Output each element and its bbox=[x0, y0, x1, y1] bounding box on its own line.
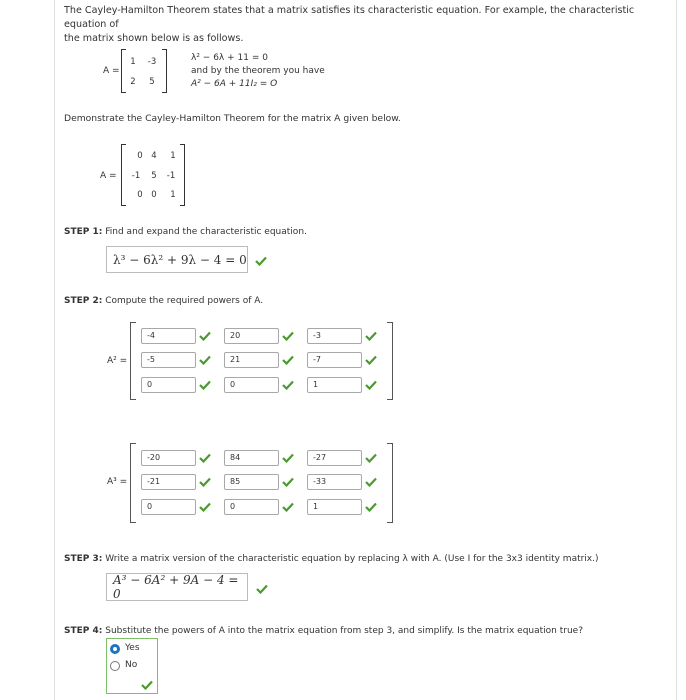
a3-input[interactable]: 85 bbox=[224, 474, 279, 490]
step3-check-icon bbox=[256, 584, 268, 594]
intro-line-2: the matrix shown below is as follows. bbox=[64, 33, 244, 44]
step1-text: Find and expand the characteristic equation. bbox=[105, 227, 307, 237]
check-icon bbox=[199, 331, 211, 341]
a3-input[interactable]: 1 bbox=[307, 499, 362, 515]
check-icon bbox=[365, 477, 377, 487]
right-border bbox=[676, 0, 677, 700]
step2-text: Compute the required powers of A. bbox=[105, 296, 264, 306]
check-icon bbox=[282, 477, 294, 487]
given-cell: 0 bbox=[137, 151, 143, 161]
step4-text: Substitute the powers of A into the matrix equation from step 3, and simplify. Is the matrix equation true? bbox=[105, 626, 583, 636]
check-icon bbox=[365, 331, 377, 341]
check-icon bbox=[199, 502, 211, 512]
example-theorem-text: and by the theorem you have bbox=[191, 66, 325, 76]
check-icon bbox=[199, 355, 211, 365]
prompt-text: Demonstrate the Cayley-Hamilton Theorem for the matrix A given below. bbox=[64, 113, 401, 124]
step3-answer-box[interactable]: A³ − 6A² + 9A − 4 = 0 bbox=[106, 573, 248, 601]
a3-right-bracket bbox=[387, 443, 393, 523]
a2-input[interactable]: 0 bbox=[141, 377, 196, 393]
example-equations bbox=[191, 52, 325, 91]
a2-input[interactable]: 1 bbox=[307, 377, 362, 393]
a3-input[interactable]: 84 bbox=[224, 450, 279, 466]
given-right-bracket bbox=[180, 144, 185, 206]
a2-input[interactable]: 20 bbox=[224, 328, 279, 344]
given-cell: 1 bbox=[170, 151, 176, 161]
example-matrix-eq: A² − 6A + 11I₂ = O bbox=[191, 79, 278, 89]
a3-input[interactable]: -20 bbox=[141, 450, 196, 466]
a3-input[interactable]: -33 bbox=[307, 474, 362, 490]
a2-right-bracket bbox=[387, 322, 393, 400]
example-cell: 5 bbox=[149, 77, 155, 87]
a2-input[interactable]: -3 bbox=[307, 328, 362, 344]
step1-label: STEP 1: bbox=[64, 227, 103, 237]
example-cell: 2 bbox=[130, 77, 136, 87]
a3-input[interactable]: 0 bbox=[224, 499, 279, 515]
given-left-bracket bbox=[121, 144, 126, 206]
step4-label: STEP 4: bbox=[64, 626, 103, 636]
step3-text: Write a matrix version of the characteristic equation by replacing λ with A. (Use I for the 3x3 identity matrix.) bbox=[105, 554, 599, 564]
step3-heading bbox=[64, 554, 599, 564]
given-cell: -1 bbox=[131, 171, 141, 181]
step2-label: STEP 2: bbox=[64, 296, 103, 306]
example-right-bracket bbox=[162, 49, 167, 93]
example-cell: 1 bbox=[130, 57, 136, 67]
step4-heading bbox=[64, 626, 583, 636]
step1-answer-box[interactable]: λ³ − 6λ² + 9λ − 4 = 0 bbox=[106, 246, 248, 273]
step1-heading bbox=[64, 227, 307, 237]
given-cell: 1 bbox=[170, 190, 176, 200]
a2-input[interactable]: -4 bbox=[141, 328, 196, 344]
a2-input[interactable]: 0 bbox=[224, 377, 279, 393]
check-icon bbox=[199, 453, 211, 463]
step2-heading bbox=[64, 296, 263, 306]
radio-no-label: No bbox=[125, 660, 138, 670]
check-icon bbox=[365, 502, 377, 512]
given-matrix-label: A = bbox=[100, 171, 117, 181]
a2-input[interactable]: 21 bbox=[224, 352, 279, 368]
check-icon bbox=[282, 355, 294, 365]
given-cell: 0 bbox=[137, 190, 143, 200]
a3-input[interactable]: -27 bbox=[307, 450, 362, 466]
check-icon bbox=[199, 477, 211, 487]
check-icon bbox=[282, 331, 294, 341]
radio-no[interactable] bbox=[110, 661, 120, 671]
a3-input[interactable]: 0 bbox=[141, 499, 196, 515]
check-icon bbox=[282, 502, 294, 512]
check-icon bbox=[282, 453, 294, 463]
check-icon bbox=[365, 453, 377, 463]
given-cell: 5 bbox=[151, 171, 157, 181]
example-cell: -3 bbox=[147, 57, 157, 67]
a2-label: A² = bbox=[107, 356, 128, 366]
example-char-eq: λ² − 6λ + 11 = 0 bbox=[191, 53, 268, 63]
given-cell: 0 bbox=[151, 190, 157, 200]
a3-label: A³ = bbox=[107, 477, 128, 487]
radio-yes[interactable] bbox=[110, 644, 120, 654]
step4-check-icon bbox=[141, 680, 153, 690]
radio-yes-label: Yes bbox=[125, 643, 140, 653]
a2-left-bracket bbox=[130, 322, 136, 400]
given-cell: 4 bbox=[151, 151, 157, 161]
step3-label: STEP 3: bbox=[64, 554, 103, 564]
intro-text bbox=[64, 4, 670, 46]
step1-check-icon bbox=[255, 256, 267, 266]
given-cell: -1 bbox=[166, 171, 176, 181]
example-matrix-label: A = bbox=[103, 66, 120, 76]
check-icon bbox=[199, 380, 211, 390]
a3-input[interactable]: -21 bbox=[141, 474, 196, 490]
check-icon bbox=[282, 380, 294, 390]
left-border bbox=[54, 0, 55, 700]
intro-line-1: The Cayley-Hamilton Theorem states that a matrix satisfies its characteristic equation. For example, the characteristic equation of bbox=[64, 5, 635, 30]
check-icon bbox=[365, 380, 377, 390]
a2-input[interactable]: -7 bbox=[307, 352, 362, 368]
a3-left-bracket bbox=[130, 443, 136, 523]
a2-input[interactable]: -5 bbox=[141, 352, 196, 368]
check-icon bbox=[365, 355, 377, 365]
